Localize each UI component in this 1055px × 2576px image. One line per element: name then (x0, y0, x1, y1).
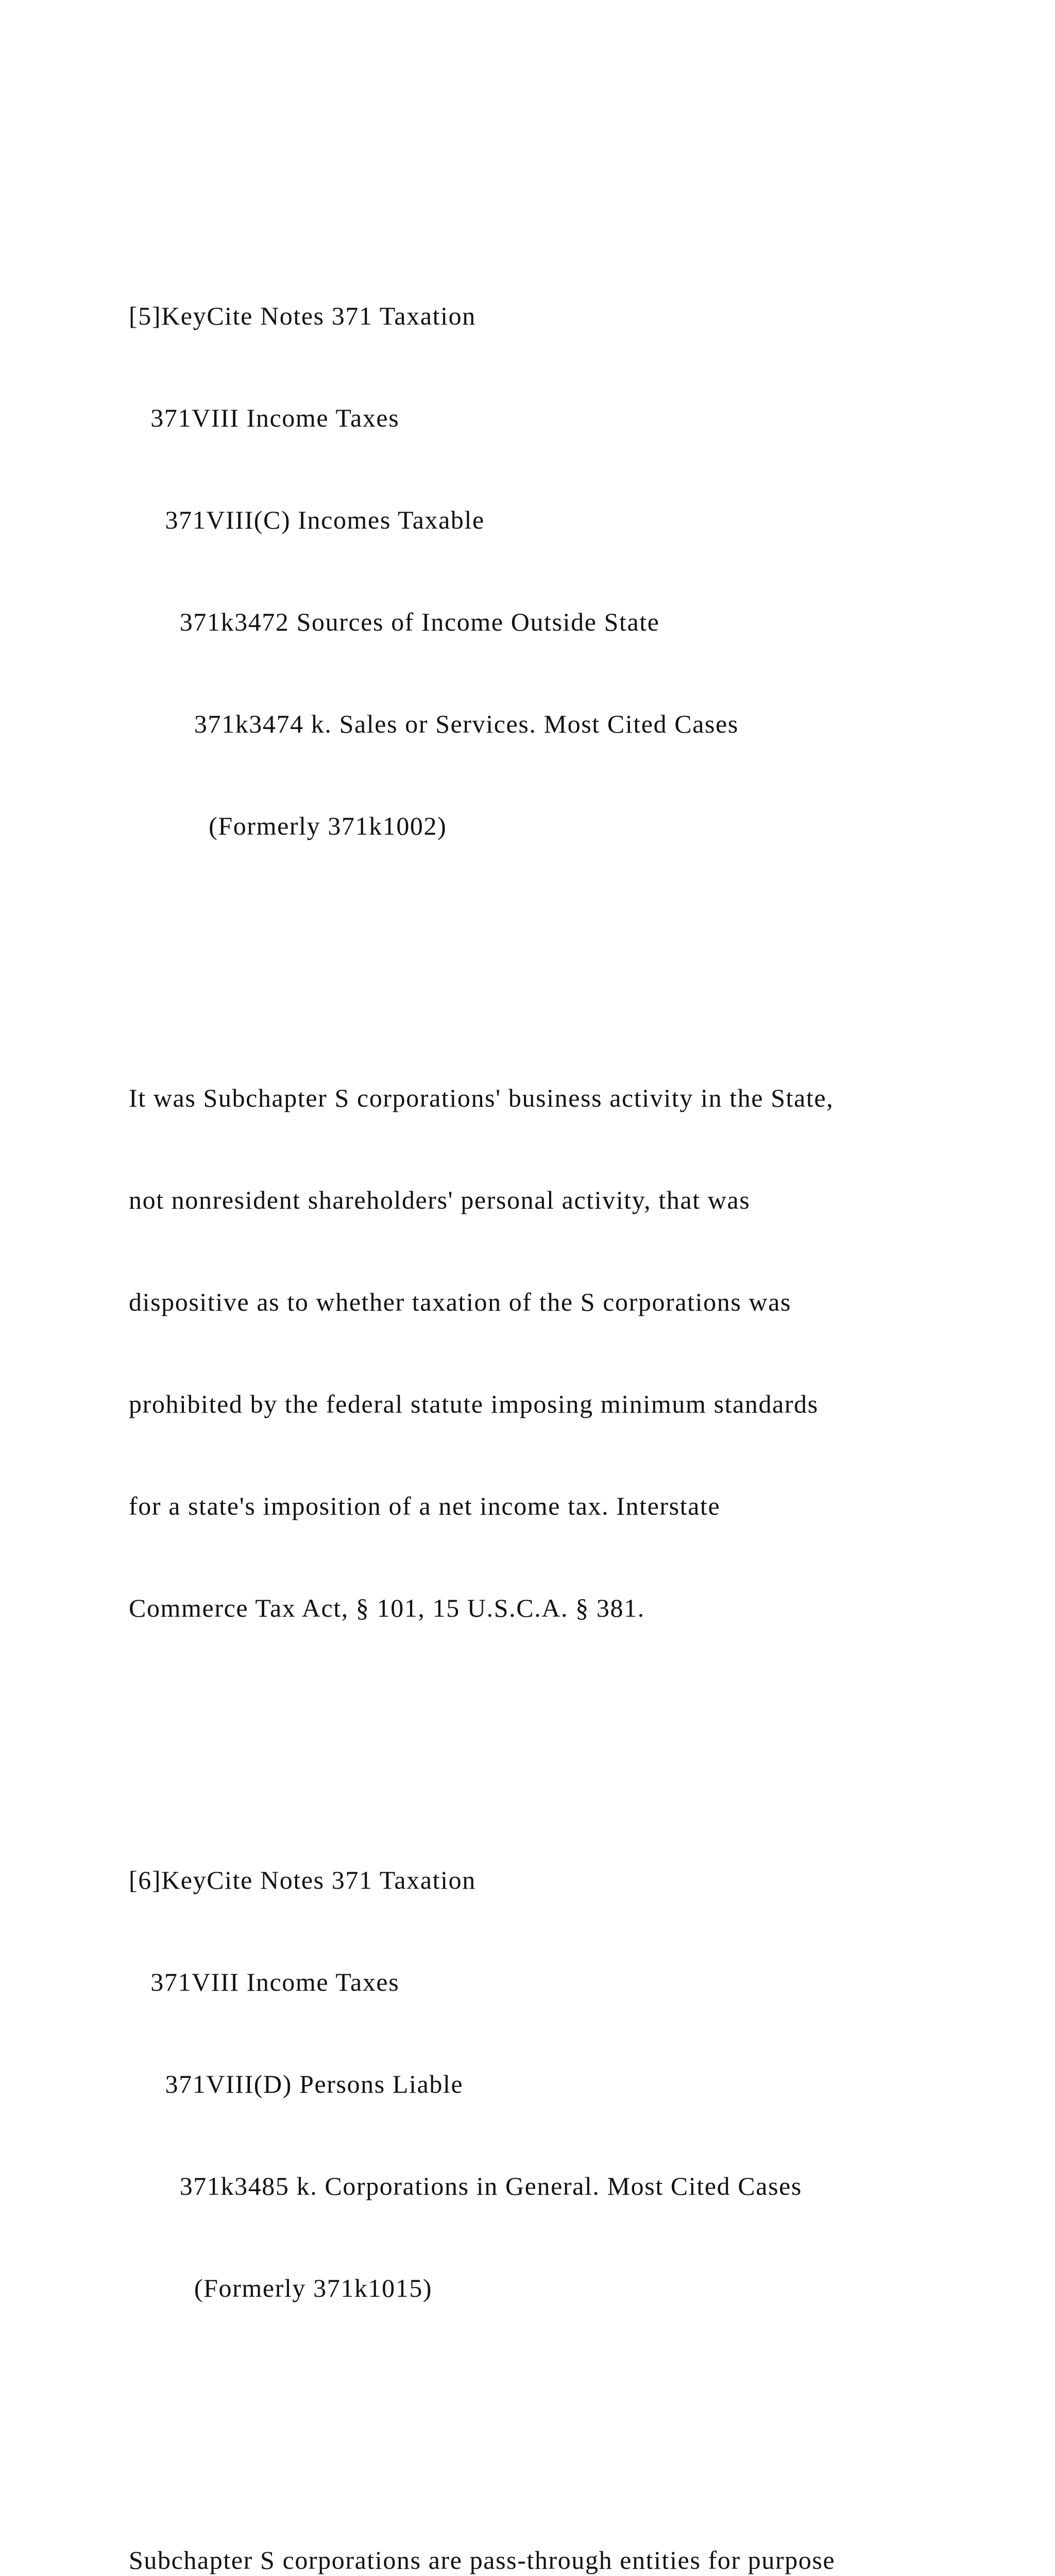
spacer (129, 1693, 1005, 1727)
note5-topic-line: 371VIII Income Taxes (129, 403, 400, 432)
note6-topic-line: 371k3485 k. Corporations in General. Most Cited Cases (129, 2172, 802, 2200)
note5-topic-line: 371k3474 k. Sales or Services. Most Cited Cases (129, 709, 739, 738)
spacer (129, 2373, 1005, 2407)
note6-topic-line: (Formerly 371k1015) (129, 2274, 433, 2302)
note5-heading: [5]KeyCite Notes 371 Taxation (129, 301, 476, 330)
note5-paragraph-line: It was Subchapter S corporations' business activity in the State, (129, 1083, 834, 1112)
spacer (129, 911, 1005, 945)
document-body (129, 163, 1005, 2576)
note6-topic-line: 371VIII(D) Persons Liable (129, 2070, 464, 2098)
note5-topic-line: 371k3472 Sources of Income Outside State (129, 607, 660, 636)
note5-paragraph-line: prohibited by the federal statute imposing minimum standards (129, 1389, 819, 1418)
note6-topic-line: 371VIII Income Taxes (129, 1968, 400, 1996)
note6-heading: [6]KeyCite Notes 371 Taxation (129, 1866, 476, 1894)
note6-paragraph-line: Subchapter S corporations are pass-through entities for purpose (129, 2546, 836, 2574)
note5-paragraph-line: for a state's imposition of a net income tax. Interstate (129, 1492, 721, 1520)
note5-paragraph-line: dispositive as to whether taxation of the S corporations was (129, 1287, 792, 1316)
note5-topic-line: (Formerly 371k1002) (129, 811, 447, 840)
note5-paragraph-line: not nonresident shareholders' personal activity, that was (129, 1185, 751, 1214)
note5-topic-line: 371VIII(C) Incomes Taxable (129, 505, 485, 534)
note5-paragraph-line: Commerce Tax Act, § 101, 15 U.S.C.A. § 381. (129, 1594, 645, 1622)
